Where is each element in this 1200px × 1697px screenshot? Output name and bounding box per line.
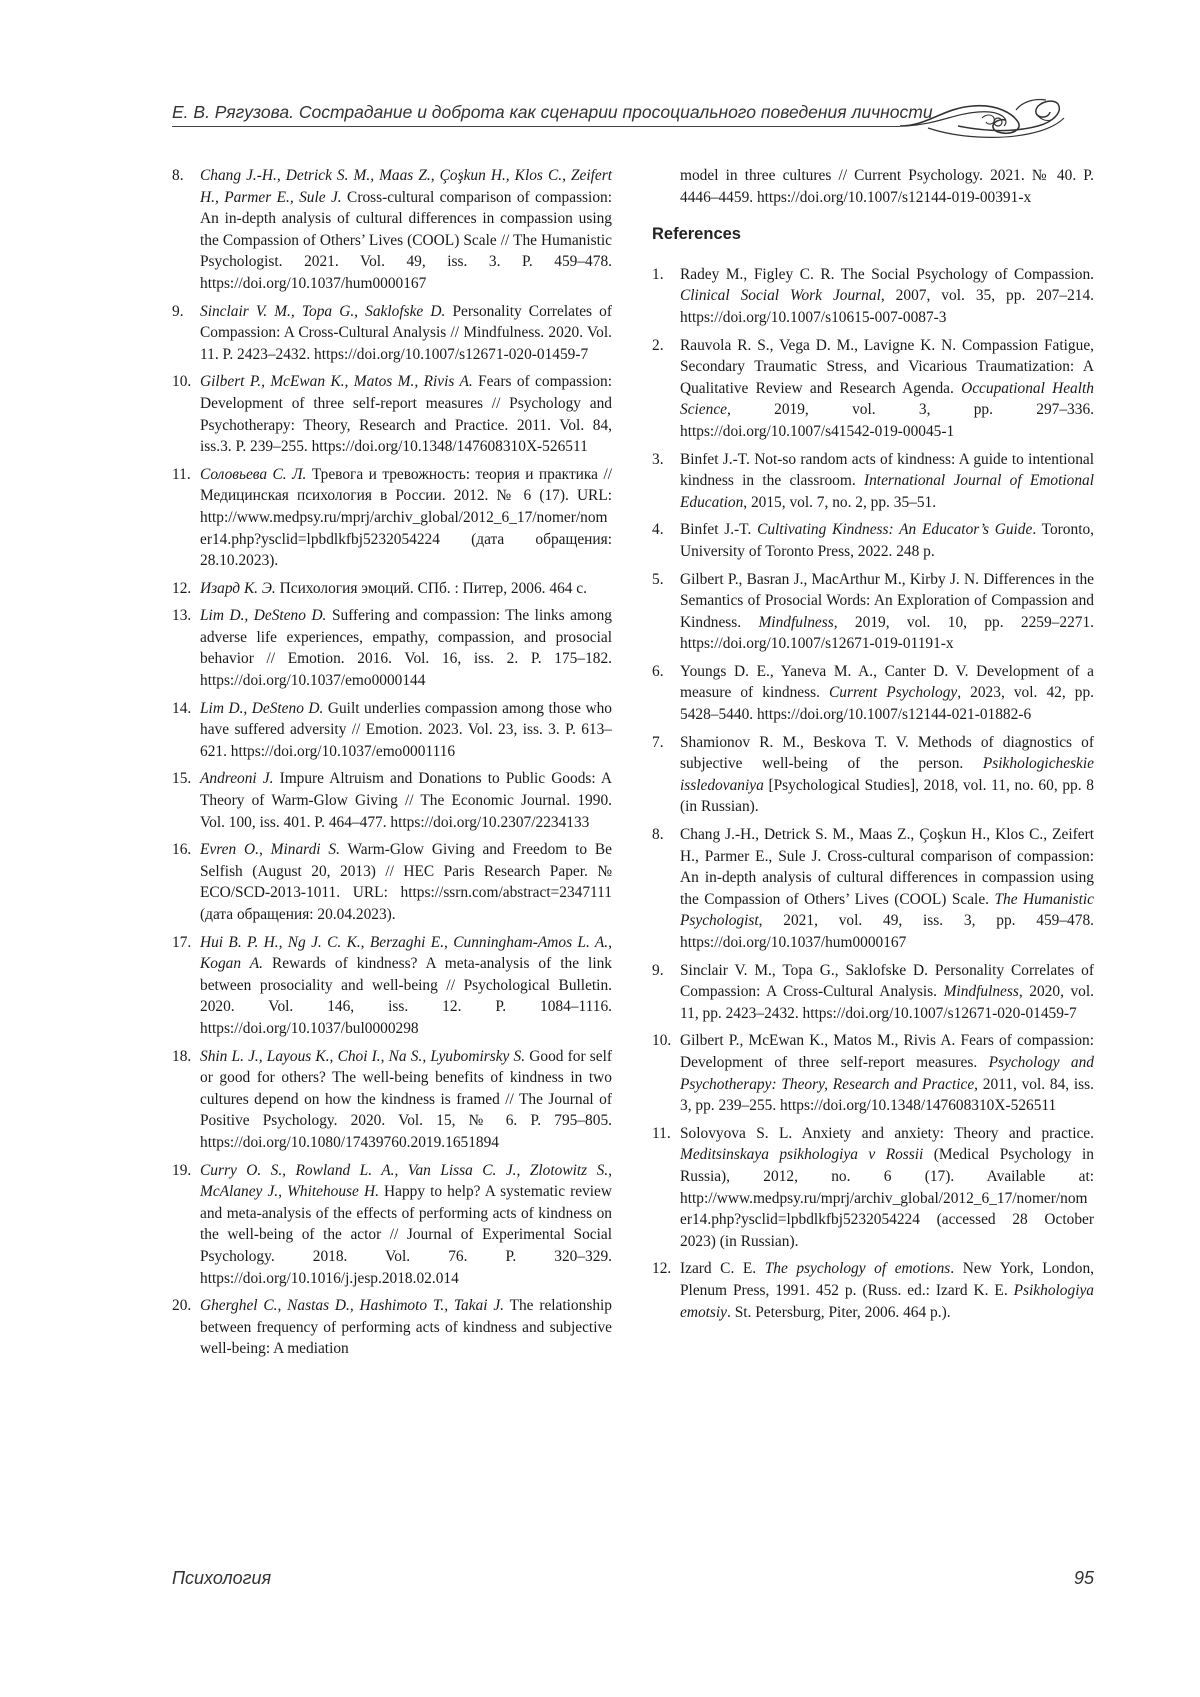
reference-item xyxy=(652,1030,1094,1116)
reference-item xyxy=(652,569,1094,655)
reference-authors: Изард К. Э. xyxy=(200,579,276,597)
reference-text xyxy=(200,578,612,600)
reference-item xyxy=(172,1295,612,1360)
reference-number: 3. xyxy=(652,450,664,468)
reference-text xyxy=(200,932,612,1040)
reference-number: 13. xyxy=(172,607,192,625)
reference-body: Sinclair V. M., Topa G., Saklofske D. Personality Correlates of Compassion: A Cross-Cultural Analysis. xyxy=(680,961,1094,1001)
reference-body: Radey M., Figley C. R. The Social Psychology of Compassion. xyxy=(680,265,1094,283)
reference-body: Happy to help? A systematic review and meta-analysis of the effects of performing acts of kindness on the well-being of the actor // Journal of Experimental Social Psychology. 2018. Vol. 76. P. 320–329. https://doi.org/10.1016/j.jesp.2018.02.014 xyxy=(200,1183,612,1287)
reference-source: Cultivating Kindness: An Educator’s Guide xyxy=(757,521,1033,539)
reference-body: Chang J.-H., Detrick S. M., Maas Z., Çoşkun H., Klos C., Zeifert H., Parmer E., Sule J. Cross-cultural comparison of compassion: An in-depth analysis of cultural differences in compassion using the Compassion of Others’ Lives (COOL) Scale. xyxy=(680,826,1094,908)
reference-body: The relationship between frequency of performing acts of kindness and subjective well-being: A mediation xyxy=(200,1297,612,1358)
reference-text xyxy=(200,165,612,295)
reference-body: Good for self or good for others? The well-being benefits of kindness in two cultures depend on how the kindness is framed // The Journal of Positive Psychology. 2020. Vol. 15, № 6. P. 795–805. https://doi.org/10.1080/17439760.2019.1651894 xyxy=(200,1047,612,1151)
reference-authors: Chang J.-H., Detrick S. M., Maas Z., Çoşkun H., Klos C., Zeifert H., Parmer E., Sule J. xyxy=(200,167,612,206)
reference-item xyxy=(172,301,612,366)
reference-body: Guilt underlies compassion among those who have suffered adversity // Emotion. 2023. Vol. 23, iss. 3. P. 613–621. https://doi.org/10.1037/emo0001116 xyxy=(200,699,612,760)
reference-text xyxy=(200,464,612,572)
reference-item xyxy=(172,605,612,691)
reference-number: 1. xyxy=(652,265,664,283)
reference-number: 15. xyxy=(172,770,192,788)
reference-number: 10. xyxy=(652,1032,672,1050)
reference-text xyxy=(200,605,612,691)
reference-item xyxy=(172,932,612,1040)
reference-text xyxy=(680,732,1094,818)
reference-authors: Evren O., Minardi S. xyxy=(200,841,340,859)
reference-text xyxy=(680,569,1094,655)
reference-source: Psychology and Psychotherapy: Theory, Research and Practice xyxy=(680,1053,1094,1093)
reference-text xyxy=(200,698,612,763)
reference-authors: Shin L. J., Layous K., Choi I., Na S., Lyubomirsky S. xyxy=(200,1047,526,1065)
reference-authors: Gherghel C., Nastas D., Hashimoto T., Takai J. xyxy=(200,1297,505,1315)
reference-authors: Lim D., DeSteno D. xyxy=(200,607,327,625)
reference-source: The psychology of emotions xyxy=(764,1260,951,1278)
reference-details: , 2021, vol. 49, iss. 3, pp. 459–478. https://doi.org/10.1037/hum0000167 xyxy=(680,912,1094,951)
reference-number: 7. xyxy=(652,733,664,751)
reference-details: , 2015, vol. 7, no. 2, pp. 35–51. xyxy=(743,493,937,511)
reference-source: Meditsinskaya psikhologiya v Rossii xyxy=(680,1146,924,1164)
reference-source: International Journal of Emotional Education xyxy=(680,472,1094,511)
reference-source: Clinical Social Work Journal xyxy=(680,287,881,305)
reference-number: 17. xyxy=(172,933,192,951)
reference-number: 4. xyxy=(652,521,664,539)
reference-item xyxy=(652,1258,1094,1323)
reference-text xyxy=(680,1030,1094,1116)
reference-source: The Humanistic Psychologist xyxy=(680,890,1094,930)
reference-body: Warm-Glow Giving and Freedom to Be Selfish (August 20, 2013) // HEC Paris Research Paper. № ECO/SCD-2013-1011. URL: https://ssrn.com/abstract=2347111 (дата обращения: 20.04.2023). xyxy=(200,841,613,923)
reference-number: 5. xyxy=(652,570,664,588)
reference-body: Personality Correlates of Compassion: A Cross-Cultural Analysis // Mindfulness. 2020. Vol. 11. P. 2423–2432. https://doi.org/10.1007/s12671-020-01459-7 xyxy=(200,302,612,363)
reference-continuation: model in three cultures // Current Psychology. 2021. № 40. P. 4446–4459. https://doi.org/10.1007/s12144-019-00391-x xyxy=(680,167,1094,206)
reference-body: Rauvola R. S., Vega D. M., Lavigne K. N. Compassion Fatigue, Secondary Traumatic Stress, and Vicarious Traumatization: A Qualitative Review and Research Agenda. xyxy=(680,336,1094,397)
reference-number: 12. xyxy=(652,1260,672,1278)
reference-authors: Hui B. P. H., Ng J. C. K., Berzaghi E., Cunningham-Amos L. A., Kogan A. xyxy=(200,933,612,973)
reference-body: Cross-cultural comparison of compassion: An in-depth analysis of cultural differences in compassion using the Compassion of Others’ Lives (COOL) Scale // The Humanistic Psychologist. 2021. Vol. 49, iss. 3. P. 459–478. https://doi.org/10.1037/hum0000167 xyxy=(200,188,612,292)
reference-item xyxy=(652,960,1094,1025)
reference-body: Gilbert P., Basran J., MacArthur M., Kirby J. N. Differences in the Semantics of Prosocial Words: An Exploration of Compassion and Kindness. xyxy=(680,570,1094,631)
reference-authors: Lim D., DeSteno D. xyxy=(200,699,324,717)
reference-number: 18. xyxy=(172,1047,192,1065)
reference-number: 8. xyxy=(172,167,184,184)
reference-body: Психология эмоций. СПб. : Питер, 2006. 464 с. xyxy=(275,579,587,597)
reference-text xyxy=(200,1160,612,1290)
references-heading: References xyxy=(652,225,741,244)
reference-item xyxy=(172,698,612,763)
reference-number: 8. xyxy=(652,826,664,844)
reference-text xyxy=(200,1295,612,1360)
reference-text xyxy=(200,301,612,366)
page-number: 95 xyxy=(1073,1568,1094,1588)
reference-authors: Curry O. S., Rowland L. A., Van Lissa C. J., Zlotowitz S., McAlaney J., Whitehouse H. xyxy=(200,1161,612,1201)
left-column xyxy=(172,165,612,1366)
reference-details: , 2023, vol. 42, pp. 5428–5440. https://doi.org/10.1007/s12144-021-01882-6 xyxy=(680,684,1094,724)
reference-authors: Andreoni J. xyxy=(200,770,274,788)
reference-number: 9. xyxy=(172,302,184,320)
reference-item xyxy=(172,768,612,833)
reference-item xyxy=(652,732,1094,818)
reference-body: Fears of compassion: Development of three self-report measures // Psychology and Psychotherapy: Theory, Research and Practice. 2011. Vol. 84, iss.3. P. 239–255. https://doi.org/10.1348/147608310X-526511 xyxy=(200,373,612,456)
reference-item xyxy=(172,165,612,295)
reference-authors: Gilbert P., McEwan K., Matos M., Rivis A. xyxy=(200,373,473,391)
reference-source: Mindfulness xyxy=(943,983,1019,1001)
reference-text xyxy=(680,264,1094,329)
right-column xyxy=(652,165,1094,1329)
reference-item xyxy=(652,449,1094,514)
reference-source: Mindfulness xyxy=(758,613,834,631)
reference-item xyxy=(652,335,1094,443)
reference-text xyxy=(680,824,1094,954)
reference-number: 14. xyxy=(172,699,192,717)
reference-details: , 2019, vol. 3, pp. 297–336. https://doi.org/10.1007/s41542-019-00045-1 xyxy=(680,401,1094,440)
reference-details: , 2007, vol. 35, pp. 207–214. https://doi.org/10.1007/s10615-007-0087-3 xyxy=(680,287,1094,326)
reference-number: 2. xyxy=(652,336,664,354)
reference-source: Psikhologiya emotsiy xyxy=(680,1281,1094,1321)
reference-text xyxy=(680,1258,1094,1323)
reference-number: 6. xyxy=(652,662,664,680)
running-title: Е. В. Рягузова. Сострадание и доброта как сценарии просоциального поведения личности xyxy=(172,102,933,122)
reference-body: Rewards of kindness? A meta-analysis of the link between prosociality and well-being // Psychological Bulletin. 2020. Vol. 146, iss. 12. P. 1084–1116. https://doi.org/10.1037/bul0000298 xyxy=(200,955,612,1037)
reference-item xyxy=(172,371,612,457)
reference-body: Izard C. E. xyxy=(680,1260,765,1278)
reference-number: 11. xyxy=(652,1124,671,1142)
reference-details: . New York, London, Plenum Press, 1991. 452 p. (Russ. ed.: Izard K. E. xyxy=(680,1260,1094,1299)
references-list xyxy=(652,264,1094,1323)
reference-text xyxy=(200,371,612,457)
reference-details: . Toronto, University of Toronto Press, 2022. 248 p. xyxy=(680,521,1095,560)
reference-details: , 2020, vol. 11, pp. 2423–2432. https://doi.org/10.1007/s12671-020-01459-7 xyxy=(680,983,1095,1022)
ornament-icon xyxy=(898,96,1068,144)
reference-number: 20. xyxy=(172,1297,192,1315)
reference-text xyxy=(200,839,612,925)
reference-text xyxy=(680,960,1094,1025)
reference-text xyxy=(680,519,1094,562)
reference-number: 16. xyxy=(172,841,192,859)
reference-item xyxy=(172,1160,612,1290)
reference-text xyxy=(680,335,1094,443)
reference-item xyxy=(652,661,1094,726)
reference-item xyxy=(172,1046,612,1154)
reference-item xyxy=(652,519,1094,562)
reference-text xyxy=(680,449,1094,514)
reference-details: . St. Petersburg, Piter, 2006. 464 p.). xyxy=(727,1303,951,1321)
reference-body: Binfet J.-T. Not-so random acts of kindness: A guide to intentional kindness in the classroom. xyxy=(680,450,1094,490)
reference-item xyxy=(172,578,612,600)
reference-body: Gilbert P., McEwan K., Matos M., Rivis A. Fears of compassion: Development of three self-report measures. xyxy=(680,1032,1094,1071)
reference-body: Solovyova S. L. Anxiety and anxiety: Theory and practice. xyxy=(680,1124,1094,1142)
reference-body: Impure Altruism and Donations to Public Goods: A Theory of Warm-Glow Giving // The Economic Journal. 1990. Vol. 100, iss. 401. P. 464–477. https://doi.org/10.2307/2234133 xyxy=(200,770,613,831)
reference-body: Binfet J.-T. xyxy=(680,521,758,539)
reference-number: 11. xyxy=(172,465,191,483)
running-header xyxy=(172,96,1052,130)
reference-body: Suffering and compassion: The links among adverse life experiences, empathy, compassion, and prosocial behavior // Emotion. 2016. Vol. 16, iss. 2. P. 175–182. https://doi.org/10.1037/emo0000144 xyxy=(200,607,613,690)
reference-text xyxy=(200,1046,612,1154)
reference-text xyxy=(680,661,1094,726)
reference-item xyxy=(172,464,612,572)
header-rule xyxy=(172,126,900,127)
reference-item xyxy=(652,824,1094,954)
reference-source: Psikhologicheskie issledovaniya xyxy=(680,755,1094,794)
reference-source: Occupational Health Science xyxy=(680,379,1094,419)
reference-text xyxy=(680,1123,1094,1253)
reference-source: Current Psychology xyxy=(829,684,958,702)
reference-item xyxy=(172,839,612,925)
reference-number: 10. xyxy=(172,373,192,391)
reference-authors: Соловьева С. Л. xyxy=(200,465,307,483)
reference-details: , 2019, vol. 10, pp. 2259–2271. https://doi.org/10.1007/s12671-019-01191-x xyxy=(680,613,1095,653)
reference-details: (Medical Psychology in Russia), 2012, no. 6 (17). Available at: http://www.medpsy.ru/mprj/archiv_global/2012_6_17/nomer/nomer14.php?ysclid=lpbdlkfbj5232054224 (accessed 28 October 2023) (in Russian). xyxy=(680,1146,1094,1250)
reference-authors: Sinclair V. M., Topa G., Saklofske D. xyxy=(200,302,446,320)
reference-body: Shamionov R. M., Beskova T. V. Methods of diagnostics of subjective well-being of the person. xyxy=(680,733,1094,773)
reference-item xyxy=(652,264,1094,329)
footer-section-name: Психология xyxy=(172,1568,272,1588)
reference-number: 12. xyxy=(172,579,192,597)
reference-item xyxy=(652,1123,1094,1253)
reference-number: 9. xyxy=(652,961,664,979)
reference-text xyxy=(200,768,612,833)
reference-details: [Psychological Studies], 2018, vol. 11, no. 60, pp. 8 (in Russian). xyxy=(680,776,1094,816)
reference-details: , 2011, vol. 84, iss. 3, pp. 239–255. https://doi.org/10.1348/147608310X-526511 xyxy=(680,1075,1095,1115)
reference-body: Youngs D. E., Yaneva M. A., Canter D. V. Development of a measure of kindness. xyxy=(680,662,1094,702)
reference-body: Тревога и тревожность: теория и практика // Медицинская психология в России. 2012. № 6 (17). URL: http://www.medpsy.ru/mprj/archiv_global/2012_6_17/nomer/nomer14.php?ysclid=lpbdlkfbj5232054224 (дата обращения: 28.10.2023). xyxy=(200,465,612,570)
reference-number: 19. xyxy=(172,1161,192,1179)
